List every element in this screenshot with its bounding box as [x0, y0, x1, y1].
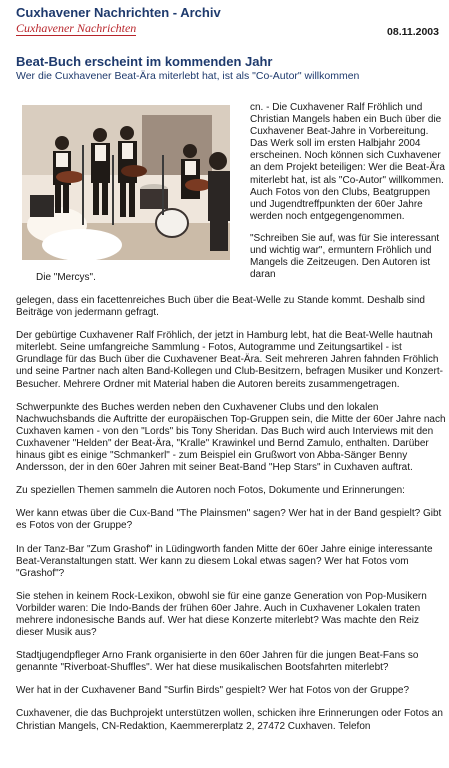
- newspaper-logo: Cuxhavener Nachrichten: [16, 21, 137, 35]
- article-headline: Beat-Buch erscheint im kommenden Jahr: [16, 54, 273, 69]
- article-paragraph: Cuxhavener, die das Buchprojekt unterstützen wollen, schicken ihre Erinnerungen oder Fotos an Christian Mangels, CN-Redaktion, Kaemmererplatz 2, 27472 Cuxhaven. Telefon: [16, 708, 443, 732]
- photo-caption: Die "Mercys".: [36, 272, 96, 283]
- article-paragraph: "Schreiben Sie auf, was für Sie interessant und wichtig war", ermuntern Fröhlich und Mangels die Zeitzeugen. Den Autoren ist daran: [250, 232, 440, 281]
- article-paragraph: Schwerpunkte des Buches werden neben den Cuxhavener Clubs und den lokalen Nachwuchsbands die Auftritte der europäischen Top-Gruppen sein, die Mitte der 60er Jahre nach Cuxhaven kamen - von den "Lords" bis Tony Sheridan. Das Buch wird auch Interviews mit den Cuxhavener "Helden" der Beat-Ära, "Kralle" Krawinkel und Bernd Zamulo, enthalten. Darüber hinaus gibt es einige "Schmankerl" - zum Beispiel ein Grußwort von Abba-Sänger Benny Andersson, der in den 60er Jahren mit seiner Beat-Band "Hep Stars" in Cuxhaven auftrat.: [16, 401, 446, 474]
- article-paragraph: Sie stehen in keinem Rock-Lexikon, obwohl sie für eine ganze Generation von Pop-Musikern Vorbilder waren: Die Indo-Bands der frühen 60er Jahre. Auch in Cuxhavener Lokalen traten mehrere indonesische Bands auf. Wer hat diese Konzerte miterlebt? Was machte den Reiz dieser Musik aus?: [16, 590, 427, 639]
- article-paragraph: Wer kann etwas über die Cux-Band "The Plainsmen" sagen? Wer hat in der Band gespielt? Gibt es Fotos von der Gruppe?: [16, 508, 442, 532]
- article-paragraph: Zu speziellen Themen sammeln die Autoren noch Fotos, Dokumente und Erinnerungen:: [16, 485, 405, 497]
- article-paragraph: cn. - Die Cuxhavener Ralf Fröhlich und Christian Mangels haben ein Buch über die Cuxhavener Beat-Jahre in Vorbereitung. Das Werk soll im ersten Halbjahr 2004 erscheinen. Noch können sich Cuxhavener an dem Projekt beteiligen: Wer die Beat-Ära miterlebt hat, ist als "Co-Autor" willkommen. Auch Fotos von den Clubs, Beatgruppen und Jugendtreffpunkten der 60er Jahre werden noch entgegengenommen.: [250, 102, 445, 222]
- article-paragraph: Stadtjugendpfleger Arno Frank organisierte in den 60er Jahren für die jungen Beat-Fans so genannte "Riverboat-Shuffles". Wer hat diese musikalischen Bootsfahrten miterlebt?: [16, 650, 419, 674]
- article-subheadline: Wer die Cuxhavener Beat-Ära miterlebt hat, ist als "Co-Autor" willkommen: [16, 70, 360, 82]
- article-side-column: [250, 102, 448, 291]
- article-paragraph: In der Tanz-Bar "Zum Grashof" in Lüdingworth fanden Mitte der 60er Jahre einige interessante Beat-Veranstaltungen statt. Wer kann zu diesem Lokal etwas sagen? Wer hat Fotos vom "Grashof"?: [16, 543, 433, 579]
- article-body: [16, 295, 446, 744]
- article-paragraph: gelegen, dass ein facettenreiches Buch über die Beat-Welle zu Stande kommt. Deshalb sind Beiträge von jedermann gefragt.: [16, 295, 425, 319]
- band-photo: [22, 105, 230, 260]
- publication-date: 08.11.2003: [387, 26, 439, 38]
- archive-title: Cuxhavener Nachrichten - Archiv: [16, 5, 221, 20]
- article-paragraph: Wer hat in der Cuxhavener Band "Surfin Birds" gespielt? Wer hat Fotos von der Gruppe?: [16, 685, 410, 697]
- article-paragraph: Der gebürtige Cuxhavener Ralf Fröhlich, der jetzt in Hamburg lebt, hat die Beat-Welle hautnah miterlebt. Seine umfangreiche Sammlung - Fotos, Autogramme und Zeitungsartikel - ist Grundlage für das Buch über die Cuxhavener Beat-Ära. Seit mehreren Jahren fahnden Fröhlich und seine Partner nach alten Band-Kollegen und Club-Besitzern, befragen Musiker und Konzert-Besucher. Mehrere Ordner mit Material haben die Autoren bereits zusammengetragen.: [16, 330, 443, 390]
